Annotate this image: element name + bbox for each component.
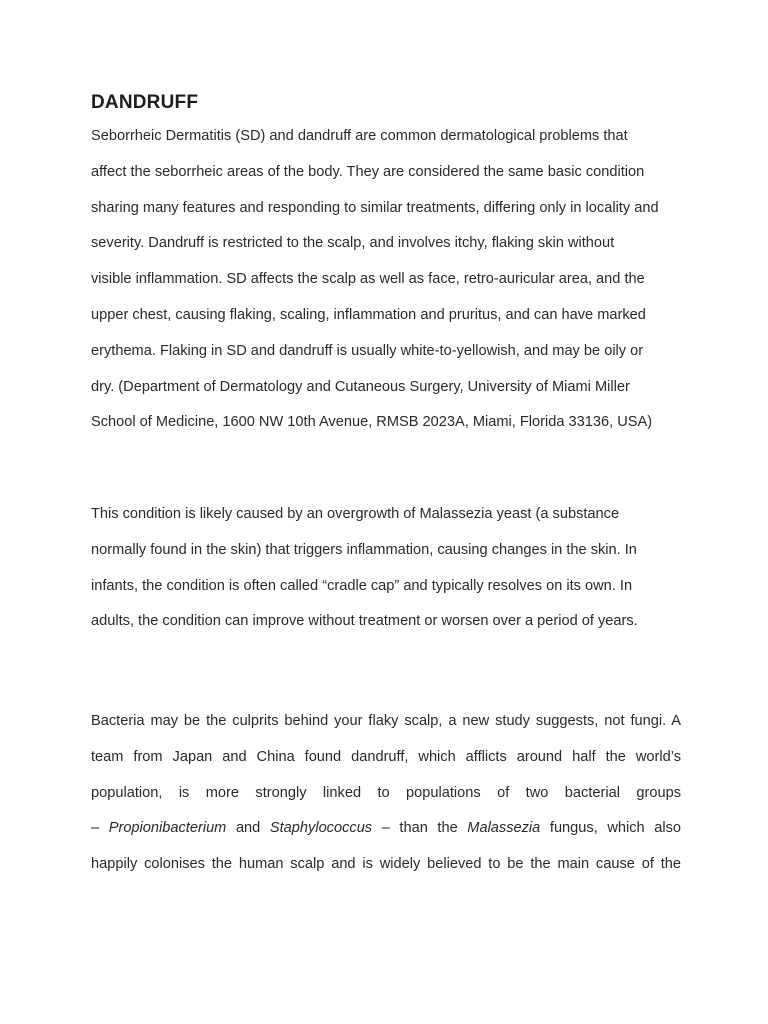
text-line: severity. Dandruff is restricted to the scalp, and involves itchy, flaking skin without — [91, 235, 615, 252]
text-line: sharing many features and responding to similar treatments, differing only in locality and — [91, 199, 659, 216]
text-line: erythema. Flaking in SD and dandruff is usually white-to-yellowish, and may be oily or — [91, 342, 644, 359]
text-line: Bacteria may be the culprits behind your flaky scalp, a new study suggests, not fungi. A — [91, 713, 681, 729]
italic-term-propionibacterium: Propionibacterium — [108, 820, 227, 837]
text-line-with-italics — [91, 811, 681, 847]
text-line: dry. (Department of Dermatology and Cutaneous Surgery, University of Miami Miller — [91, 378, 630, 395]
text-line: normally found in the skin) that triggers inflammation, causing changes in the skin. In — [91, 541, 637, 558]
italic-term-malassezia: Malassezia — [467, 820, 541, 837]
text-line: adults, the condition can improve without treatment or worsen over a period of years. — [91, 613, 638, 630]
paragraph-seborrheic-dermatitis — [91, 119, 681, 441]
paragraph-malassezia-cause — [91, 497, 681, 640]
text-line: population, is more strongly linked to populations of two bacterial groups — [91, 784, 681, 801]
text-line: upper chest, causing flaking, scaling, inflammation and pruritus, and can have marked — [91, 306, 646, 323]
conjunction: and — [235, 820, 261, 837]
document-title: DANDRUFF — [91, 92, 199, 113]
dash: – — [91, 820, 100, 837]
paragraph-bacteria-study — [91, 704, 681, 883]
text-line: team from Japan and China found dandruff, which afflicts around half the world’s — [91, 748, 681, 765]
text-line: infants, the condition is often called “cradle cap” and typically resolves on its own. In — [91, 577, 633, 594]
text-line: This condition is likely caused by an overgrowth of Malassezia yeast (a substance — [91, 506, 620, 522]
text-line: Seborrheic Dermatitis (SD) and dandruff are common dermatological problems that — [91, 128, 628, 144]
text-line: visible inflammation. SD affects the scalp as well as face, retro-auricular area, and the — [91, 271, 645, 288]
text-fragment: fungus, which also — [549, 820, 682, 837]
text-fragment: than the — [399, 820, 458, 837]
text-line: School of Medicine, 1600 NW 10th Avenue, RMSB 2023A, Miami, Florida 33136, USA) — [91, 414, 653, 431]
text-line: happily colonises the human scalp and is widely believed to be the main cause of the — [91, 856, 681, 873]
dash: – — [381, 820, 390, 837]
italic-term-staphylococcus: Staphylococcus — [269, 820, 373, 837]
text-line: affect the seborrheic areas of the body. They are considered the same basic condition — [91, 163, 645, 180]
